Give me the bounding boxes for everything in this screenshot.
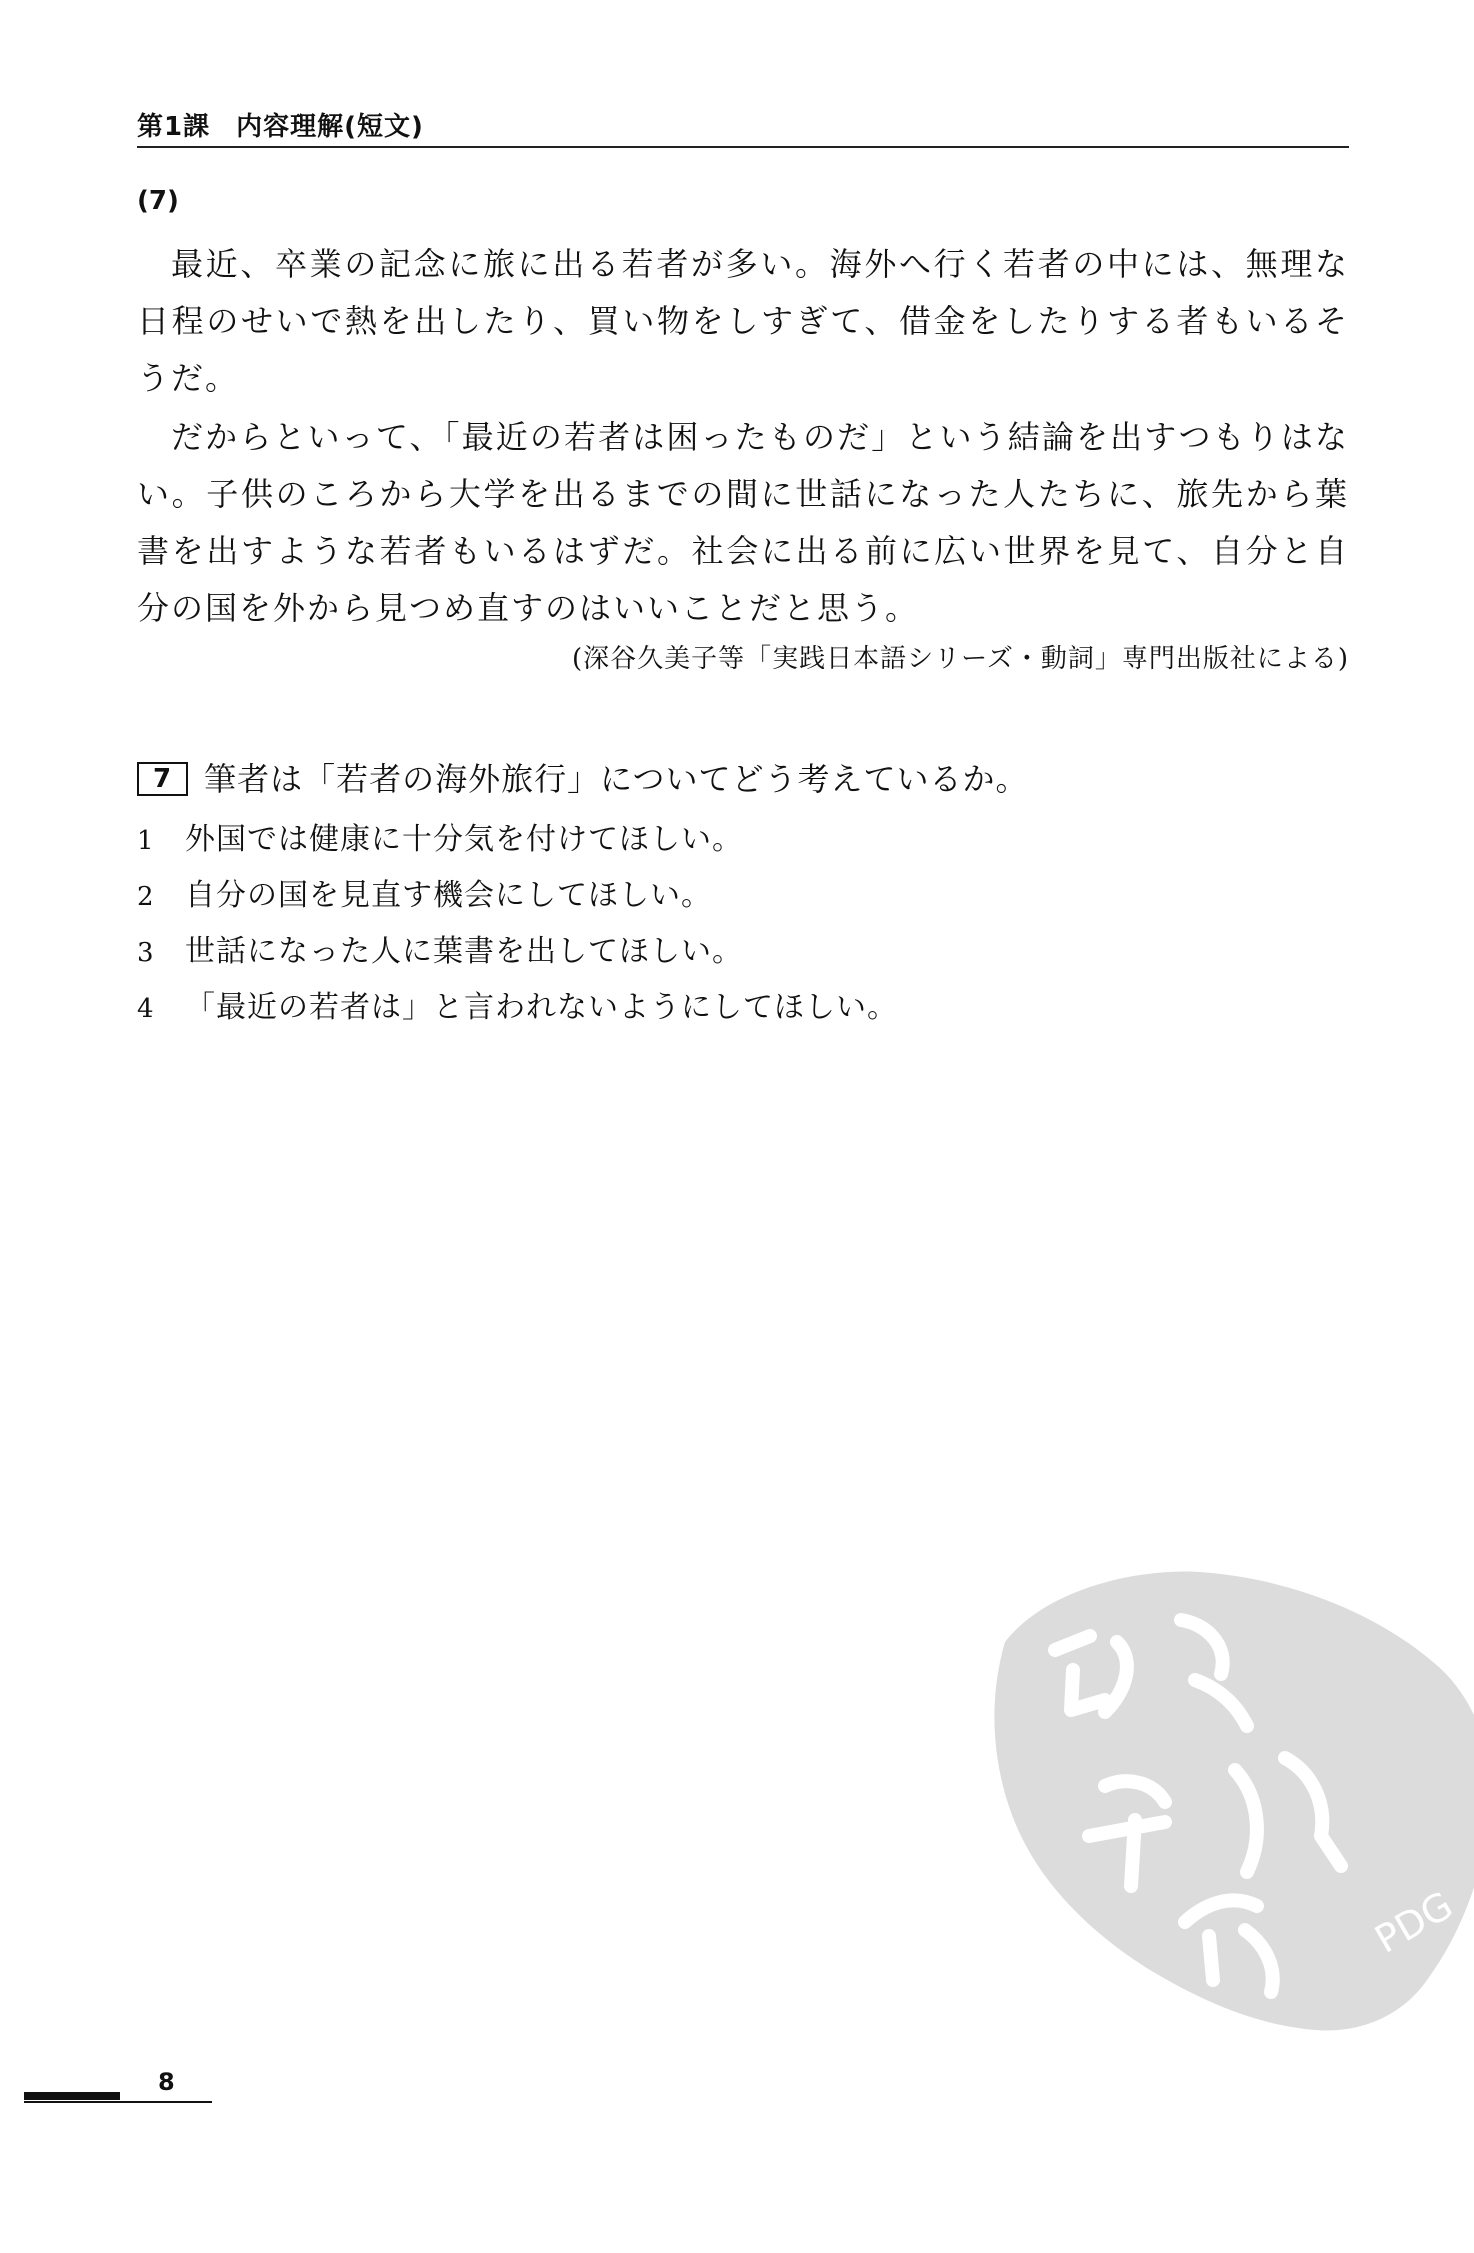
footer-rule xyxy=(24,2101,212,2103)
question-number-box: 7 xyxy=(137,762,188,796)
answer-choice xyxy=(137,980,898,1036)
passage-paragraph: 最近、卒業の記念に旅に出る若者が多い。海外へ行く若者の中には、無理な日程のせいで熱を出したり、買い物をしすぎて、借金をしたりする者もいるそうだ。 xyxy=(137,245,1349,397)
answer-choice xyxy=(137,868,898,924)
section-title: 内容理解(短文) xyxy=(236,112,424,142)
answer-choice xyxy=(137,812,898,868)
choice-number: 4 xyxy=(137,994,155,1024)
question-text: 筆者は「若者の海外旅行」についてどう考えているか。 xyxy=(204,760,1029,798)
lesson-label: 第1課 xyxy=(137,112,211,142)
source-citation: (深谷久美子等「実践日本語シリーズ・動詞」専門出版社による) xyxy=(572,644,1349,674)
choice-number: 2 xyxy=(137,882,155,912)
choice-text: 外国では健康に十分気を付けてほしい。 xyxy=(185,822,743,857)
passage-body xyxy=(137,236,1349,637)
passage-number: (7) xyxy=(137,186,179,216)
answer-choice xyxy=(137,924,898,980)
watermark-label: PDG xyxy=(1367,1882,1461,1962)
choice-text: 世話になった人に葉書を出してほしい。 xyxy=(185,934,743,969)
choice-number: 1 xyxy=(137,826,155,856)
passage-paragraph: だからといって、「最近の若者は困ったものだ」という結論を出すつもりはない。子供のころから大学を出るまでの間に世話になった人たちに、旅先から葉書を出すような若者もいるはずだ。社会に出る前に広い世界を見て、自分と自分の国を外から見つめ直すのはいいことだと思う。 xyxy=(137,418,1349,627)
running-header xyxy=(137,106,424,143)
question xyxy=(137,754,1028,800)
answer-choices xyxy=(137,812,898,1036)
page-number: 8 xyxy=(158,2068,175,2096)
choice-text: 「最近の若者は」と言われないようにしてほしい。 xyxy=(185,990,898,1025)
choice-number: 3 xyxy=(137,938,155,968)
seal-watermark-icon xyxy=(985,1550,1474,2050)
choice-text: 自分の国を見直す機会にしてほしい。 xyxy=(185,878,712,913)
footer-bar xyxy=(24,2092,120,2100)
header-rule xyxy=(137,146,1349,148)
